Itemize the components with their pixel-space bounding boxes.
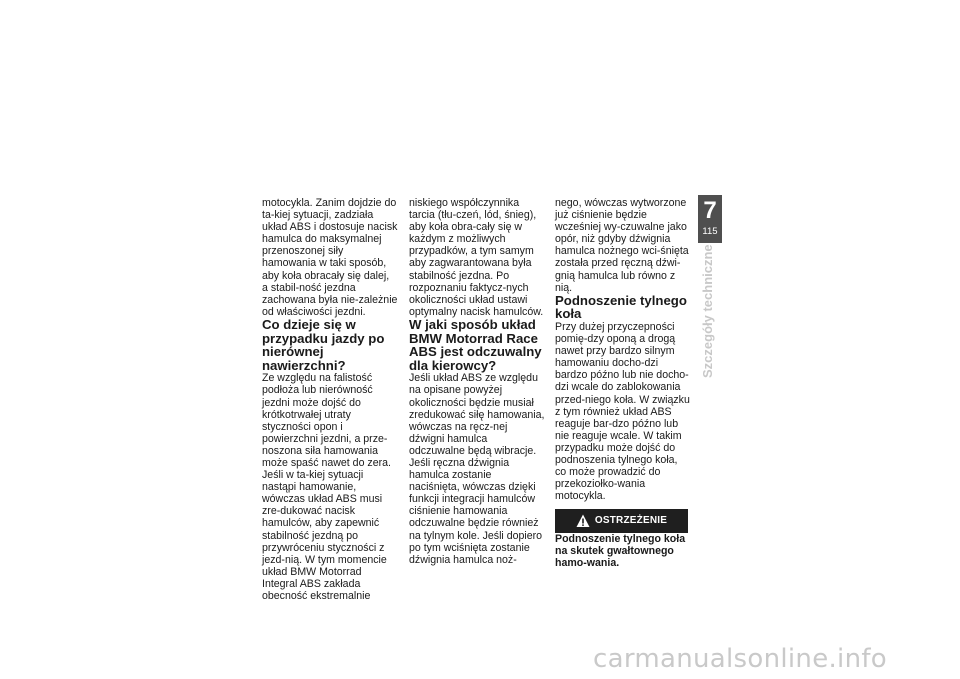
text-column-2 <box>409 197 545 566</box>
chapter-number: 7 <box>703 197 717 224</box>
page-number: 115 <box>702 226 718 237</box>
text-column-3 <box>555 197 691 569</box>
paragraph: nego, wówczas wytworzone już ciśnienie będzie wcześniej wy-czuwalne jako opór, niż gdyby dźwignia hamulca nożnego wci-śnięta została przed ręczną dźwi-gnią hamulca lub równo z nią. <box>555 197 689 294</box>
paragraph: Jeśli ręczna dźwignia hamulca zostanie naciśnięta, wówczas dzięki funkcji integracji hamulców ciśnienie hamowania odczuwalne będzie również na tylnym kole. Jeśli dopiero po tym wciśnięta zostanie dźwignia hamulca noż- <box>409 456 543 566</box>
text-column-1 <box>262 197 398 602</box>
warning-banner <box>555 509 688 533</box>
paragraph: niskiego współczynnika tarcia (tłu-czeń, lód, śnieg), aby koła obra-cały się w każdym z możliwych przypadków, a tym samym aby zagwarantowana była stabilność jezdna. Po rozpoznaniu faktycz-nych okoliczności układ ustawi optymalny nacisk hamulców. <box>409 197 544 318</box>
warning-label: OSTRZEŻENIE <box>594 515 668 527</box>
paragraph: motocykla. Zanim dojdzie do ta-kiej sytuacji, zadziała układ ABS i dostosuje nacisk hamulca do maksymalnej przenoszonej siły hamowania w taki sposób, aby koła obracały się dalej, a stabil-ność jezdna zachowana była nie-zależnie od właściwości jezdni. <box>262 197 398 318</box>
warning-triangle-icon <box>576 514 590 528</box>
paragraph: Ze względu na falistość podłoża lub nierówność jezdni może dojść do krótkotrwałej utraty styczności opon i powierzchni jezdni, a prze-noszona siła hamowania może spaść nawet do zera. Jeśli w ta-kiej sytuacji nastąpi hamowanie, wówczas układ ABS musi zre-dukować nacisk hamulców, aby zapewnić stabilność jezdną po przywróceniu styczności z jezd-nią. W tym momencie układ BMW Motorrad Integral ABS zakłada obecność ekstremalnie <box>262 372 391 602</box>
section-side-title: Szczegóły techniczne <box>700 244 715 378</box>
paragraph: Jeśli układ ABS ze względu na opisane powyżej okoliczności będzie musiał zredukować siłę hamowania, wówczas na ręcz-nej dźwigni hamulca odczuwalne będą wibracje. <box>409 372 545 457</box>
section-heading: Podnoszenie tylnego koła <box>555 292 687 322</box>
warning-text: Podnoszenie tylnego koła na skutek gwałtownego hamo-wania. <box>555 533 686 570</box>
chapter-tab <box>698 195 722 243</box>
paragraph: Przy dużej przyczepności pomię-dzy oponą a drogą nawet przy bardzo silnym hamowaniu docho-dzi bardzo późno lub nie docho-dzi wcale do zablokowania przed-niego koła. W związku z tym również układ ABS reaguje bar-dzo późno lub nie reaguje wcale. W takim przypadku może dojść do podnoszenia tylnego koła, co może prowadzić do przekoziołko-wania motocykla. <box>555 320 690 503</box>
section-heading: W jaki sposób układ BMW Motorrad Race ABS jest odczuwalny dla kierowcy? <box>409 316 542 373</box>
section-heading: Co dzieje się w przypadku jazdy po nierównej nawierzchni? <box>262 316 385 373</box>
watermark: carmanualsonline.info <box>593 644 888 674</box>
